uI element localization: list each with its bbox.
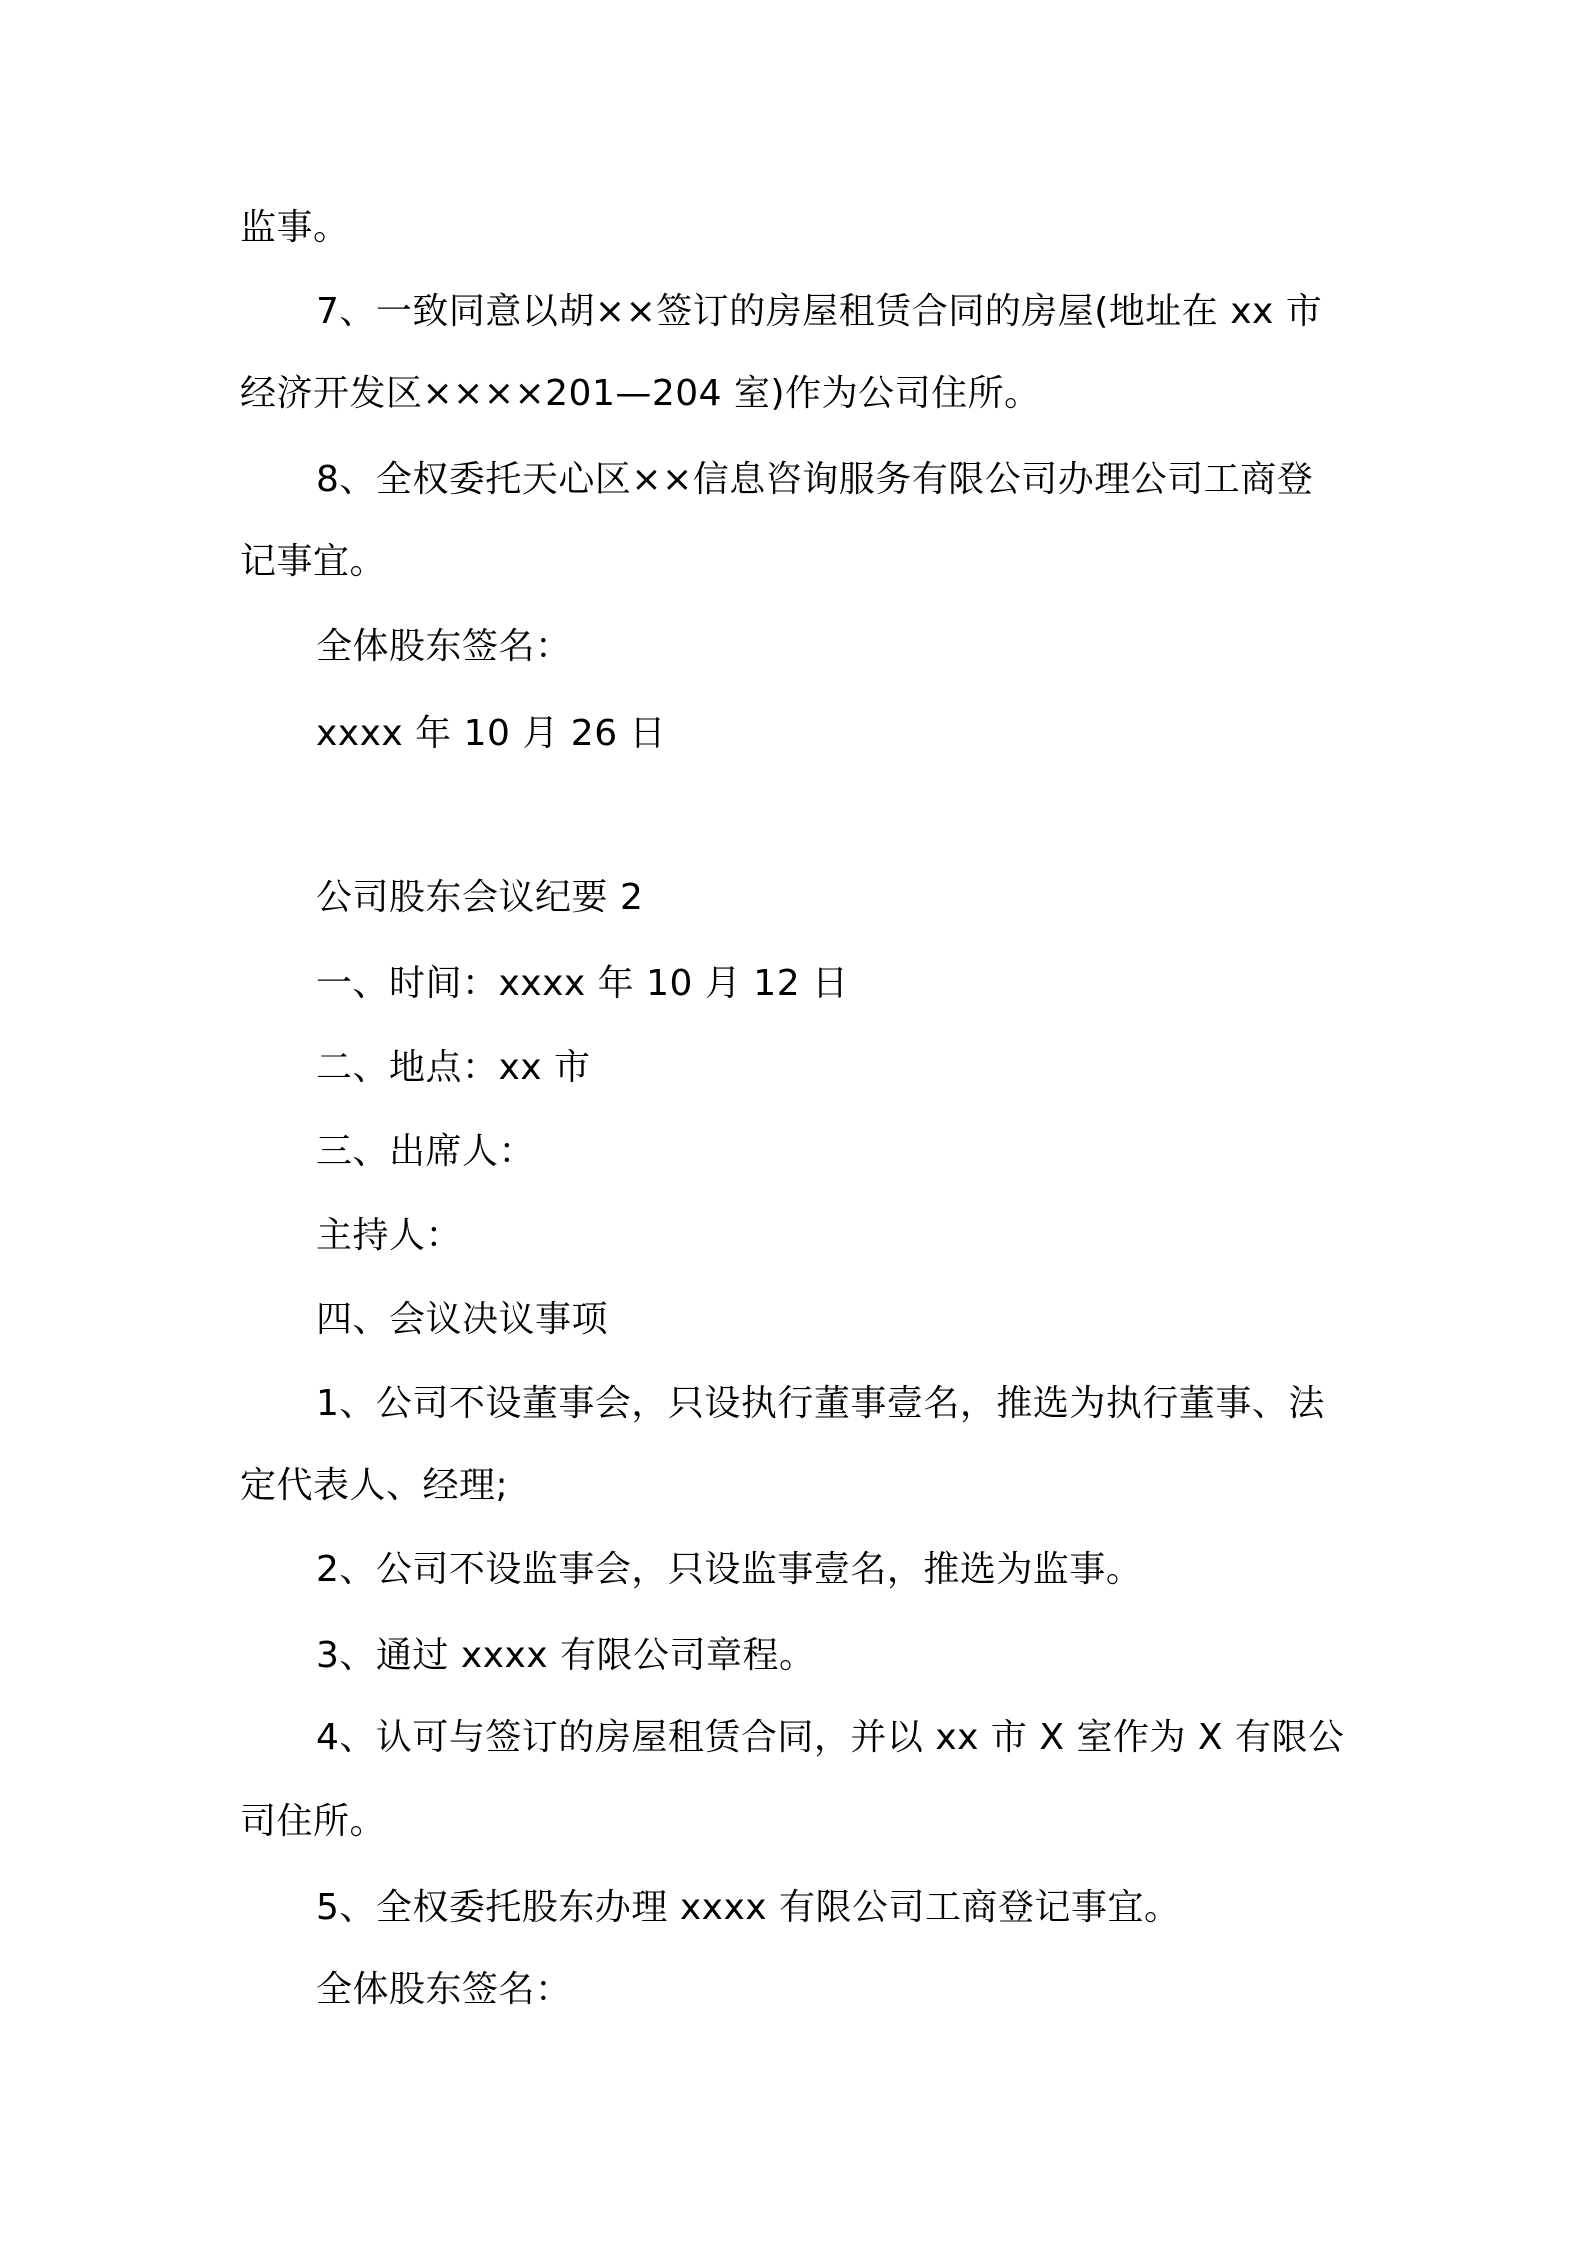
resolution-2: 2、公司不设监事会，只设监事壹名，推选为监事。 — [316, 1549, 1143, 1590]
meeting-host: 主持人： — [316, 1215, 463, 1256]
meeting-time: 一、时间：xxxx 年 10 月 12 日 — [316, 963, 849, 1004]
resolution-4-line1: 4、认可与签订的房屋租赁合同，并以 xx 市 X 室作为 X 有限公 — [316, 1717, 1345, 1758]
resolution-3: 3、通过 xxxx 有限公司章程。 — [316, 1635, 816, 1676]
item7-line2: 经济开发区××××201—204 室)作为公司住所。 — [240, 373, 1041, 414]
date-1: xxxx 年 10 月 26 日 — [316, 713, 667, 754]
signature-label-1: 全体股东签名： — [316, 626, 572, 667]
meeting-attendees: 三、出席人： — [316, 1131, 536, 1172]
resolution-1-line1: 1、公司不设董事会，只设执行董事壹名，推选为执行董事、法 — [316, 1383, 1325, 1424]
resolution-4-line2: 司住所。 — [240, 1801, 387, 1842]
resolution-1-line2: 定代表人、经理; — [240, 1465, 509, 1506]
item7-line1: 7、一致同意以胡××签订的房屋租赁合同的房屋(地址在 xx 市 — [316, 291, 1323, 332]
signature-label-2: 全体股东签名： — [316, 1969, 572, 2010]
item6-tail: 监事。 — [240, 207, 350, 248]
item8-line1: 8、全权委托天心区××信息咨询服务有限公司办理公司工商登 — [316, 459, 1314, 500]
meeting-place: 二、地点：xx 市 — [316, 1047, 591, 1088]
item8-line2: 记事宜。 — [240, 541, 387, 582]
resolutions-heading: 四、会议决议事项 — [316, 1299, 609, 1340]
section2-title: 公司股东会议纪要 2 — [316, 877, 644, 918]
resolution-5: 5、全权委托股东办理 xxxx 有限公司工商登记事宜。 — [316, 1887, 1181, 1928]
